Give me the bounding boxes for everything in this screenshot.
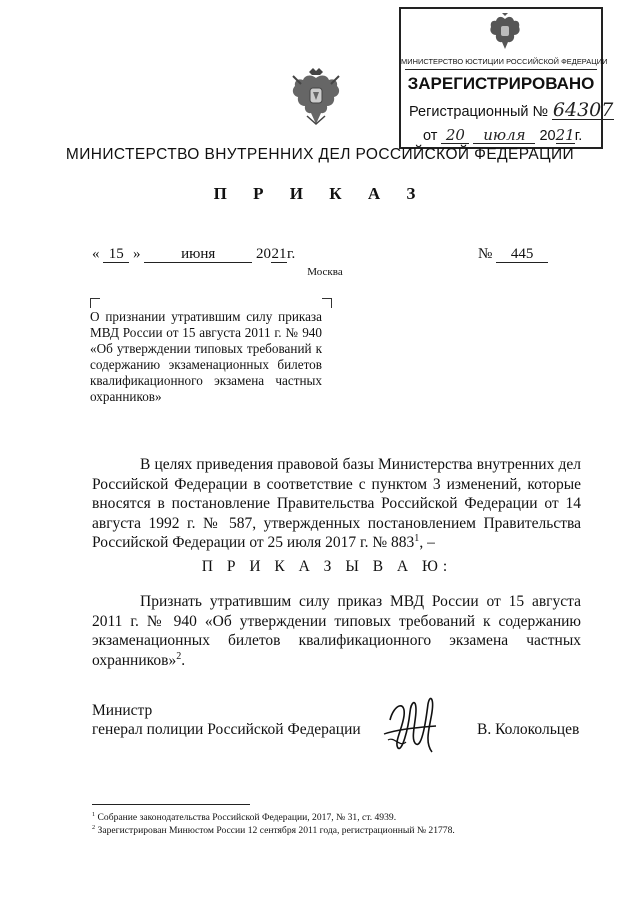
preamble-text: В целях приведения правовой базы Министерства внутренних дел Российской Федерации в соответствие с пунктом 3 изменений, которые вносятся в постановление Правительства Российской Федерации от 14 августа 1992 г. № 587, утвержденных постановлением Правительства Российской Федерации от 25 июля 2017 г. № 883 bbox=[92, 456, 581, 551]
stamp-month: июля bbox=[473, 127, 535, 144]
double-headed-eagle-icon bbox=[289, 66, 343, 130]
date-day: 15 bbox=[103, 246, 129, 263]
stamp-day: 20 bbox=[441, 127, 469, 144]
preamble bbox=[92, 455, 581, 553]
date-month: июня bbox=[144, 246, 252, 263]
stamp-year-prefix: 20 bbox=[539, 128, 556, 144]
stamp-year-suffix: 21 bbox=[555, 126, 575, 144]
stamp-date-prefix: от bbox=[423, 128, 438, 144]
subject-text: О признании утратившим силу приказа МВД России от 15 августа 2011 г. № 940 «Об утверждении типовых требований к содержанию экзаменационных билетов квалификационного экзамена частных охранников» bbox=[90, 309, 322, 404]
footnote-1-mark: 1 bbox=[92, 810, 96, 818]
footnotes bbox=[92, 811, 592, 837]
signatory-rank: генерал полиции Российской Федерации bbox=[92, 721, 361, 738]
footnote-2-mark: 2 bbox=[92, 823, 96, 831]
stamp-divider bbox=[405, 69, 597, 70]
footnote-2-text: Зарегистрирован Минюстом России 12 сентября 2011 года, регистрационный № 21778. bbox=[97, 825, 455, 836]
footnote-1-text: Собрание законодательства Российской Федерации, 2017, № 31, ст. 4939. bbox=[97, 812, 397, 823]
directive-footnote-ref: 2 bbox=[176, 650, 182, 662]
stamp-year-tail: г. bbox=[574, 128, 583, 144]
city: Москва bbox=[307, 266, 343, 278]
number-value: 445 bbox=[496, 246, 548, 263]
stamp-reg-number: 64307 bbox=[552, 99, 614, 121]
directive-text: Признать утратившим силу приказ МВД России от 15 августа 2011 г. № 940 «Об утверждении типовых требований к содержанию экзаменационных билетов квалификационного экзамена частных охранников» bbox=[92, 593, 581, 669]
bracket-top-right bbox=[322, 298, 332, 308]
date-open-quote: « bbox=[92, 246, 100, 262]
bracket-top-left bbox=[90, 298, 100, 308]
footnote-2 bbox=[92, 824, 592, 837]
order-number bbox=[478, 246, 548, 263]
stamp-date bbox=[423, 127, 582, 144]
order-date bbox=[92, 246, 295, 263]
registration-stamp bbox=[399, 7, 614, 149]
subject bbox=[90, 309, 322, 405]
stamp-reg-label: Регистрационный № bbox=[409, 104, 549, 120]
date-year-tail: г. bbox=[287, 246, 296, 262]
signatory-name: В. Колокольцев bbox=[477, 721, 580, 738]
stamp-eagle-emblem-icon bbox=[487, 13, 523, 53]
document-type: П Р И К А З bbox=[213, 184, 427, 203]
date-year-prefix: 20 bbox=[256, 246, 271, 262]
signatory-title bbox=[92, 701, 361, 739]
footnote-1 bbox=[92, 811, 592, 824]
footnote-divider bbox=[92, 804, 250, 805]
date-year-suffix: 21 bbox=[271, 246, 287, 262]
stamp-registration-number bbox=[409, 101, 614, 120]
stamp-status: ЗАРЕГИСТРИРОВАНО bbox=[407, 74, 595, 93]
preamble-end: , – bbox=[419, 534, 435, 551]
decree-word: П Р И К А З Ы В А Ю: bbox=[201, 558, 453, 575]
handwritten-signature-icon bbox=[380, 690, 440, 760]
number-label: № bbox=[478, 246, 493, 262]
signatory-position: Министр bbox=[92, 702, 153, 719]
directive-end: . bbox=[181, 651, 186, 669]
directive bbox=[92, 592, 581, 670]
preamble-footnote-ref: 1 bbox=[414, 532, 420, 544]
stamp-ministry: МИНИСТЕРСТВО ЮСТИЦИИ РОССИЙСКОЙ ФЕДЕРАЦИИ bbox=[401, 57, 608, 66]
ministry-title: МИНИСТЕРСТВО ВНУТРЕННИХ ДЕЛ РОССИЙСКОЙ ФЕДЕРАЦИИ bbox=[65, 146, 575, 163]
date-close-quote: » bbox=[133, 246, 141, 262]
